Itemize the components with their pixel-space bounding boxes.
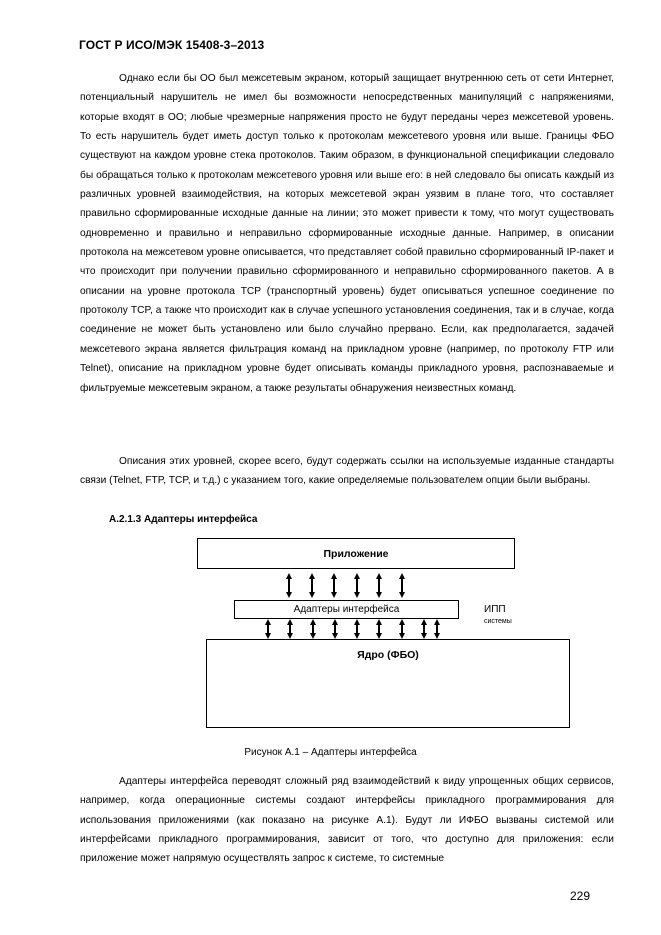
figure-caption: Рисунок А.1 – Адаптеры интерфейса <box>244 747 417 758</box>
section-heading: А.2.1.3 Адаптеры интерфейса <box>109 514 258 525</box>
document-header: ГОСТ Р ИСО/МЭК 15408-3–2013 <box>79 38 265 52</box>
page-number: 229 <box>569 889 590 903</box>
kernel-label: Ядро (ФБО) <box>357 649 419 661</box>
paragraph-adapters: Адаптеры интерфейса переводят сложный ряд взаимодействий к виду упрощенных общих сервисов, например, когда операционные системы создают интерфейсы прикладного программирования для использования приложениями (как показано на рисунке А.1). Будут ли ИФБО вызваны системой или интерфейсами прикладного программирования, зависит от того, что доступно для приложения: если приложение может напрямую осуществлять запрос к системе, то системные <box>80 776 614 865</box>
interface-adapters-label: Адаптеры интерфейса <box>293 604 400 615</box>
api-label: ИПП <box>484 604 506 615</box>
application-label: Приложение <box>323 547 389 560</box>
paragraph-firewall: Однако если бы ОО был межсетевым экраном, который защищает внутреннюю сеть от сети Интернет, потенциальный нарушитель не имел бы возможности непосредственных манипуляций с напряжениями, которые входят в ОО; любые чрезмерные напряжения просто не будут переданы через межсетевой уровень. То есть нарушитель будет иметь доступ только к протоколам межсетевого уровня или выше. Границы ФБО существуют на каждом уровне стека протоколов. Таким образом, в функциональной спецификации следовало бы обращаться только к протоколам межсетевого уровня или выше его: в ней следовало бы описать каждый из различных уровней взаимодействия, на которых межсетевой экран уязвим в плане того, что составляет правильно сформированные исходные данные на линии; это может привести к тому, что могут существовать одновременно и правильно и неправильно сформированные исходные данные. Например, в описании протокола на межсетевом уровне описывается, что представляет собой правильно сформированный IP-пакет и что происходит при получении правильно сформированного и неправильно сформированного пакетов. А в описании на уровне протокола TCP (транспортный уровень) будет описываться успешное соединение по протоколу TCP, а также что происходит как в случае успешного установления соединения, так и в случае, когда соединение не может быть установлено или было случайно прервано. Если, как предполагается, задачей межсетевого экрана является фильтрация команд на прикладном уровне (например, по протоколу FTP или Telnet), описание на прикладном уровне будет описывать команды прикладного уровня, распознаваемые и фильтруемые межсетевым экраном, а также результаты обнаружения неизвестных команд. <box>80 73 614 394</box>
api-sublabel: системы <box>484 618 512 625</box>
paragraph-standards: Описания этих уровней, скорее всего, будут содержать ссылки на используемые изданные стандарты связи (Telnet, FTP, TCP, и т.д.) с указанием того, какие определяемые пользователем опции были выбраны. <box>80 456 614 487</box>
